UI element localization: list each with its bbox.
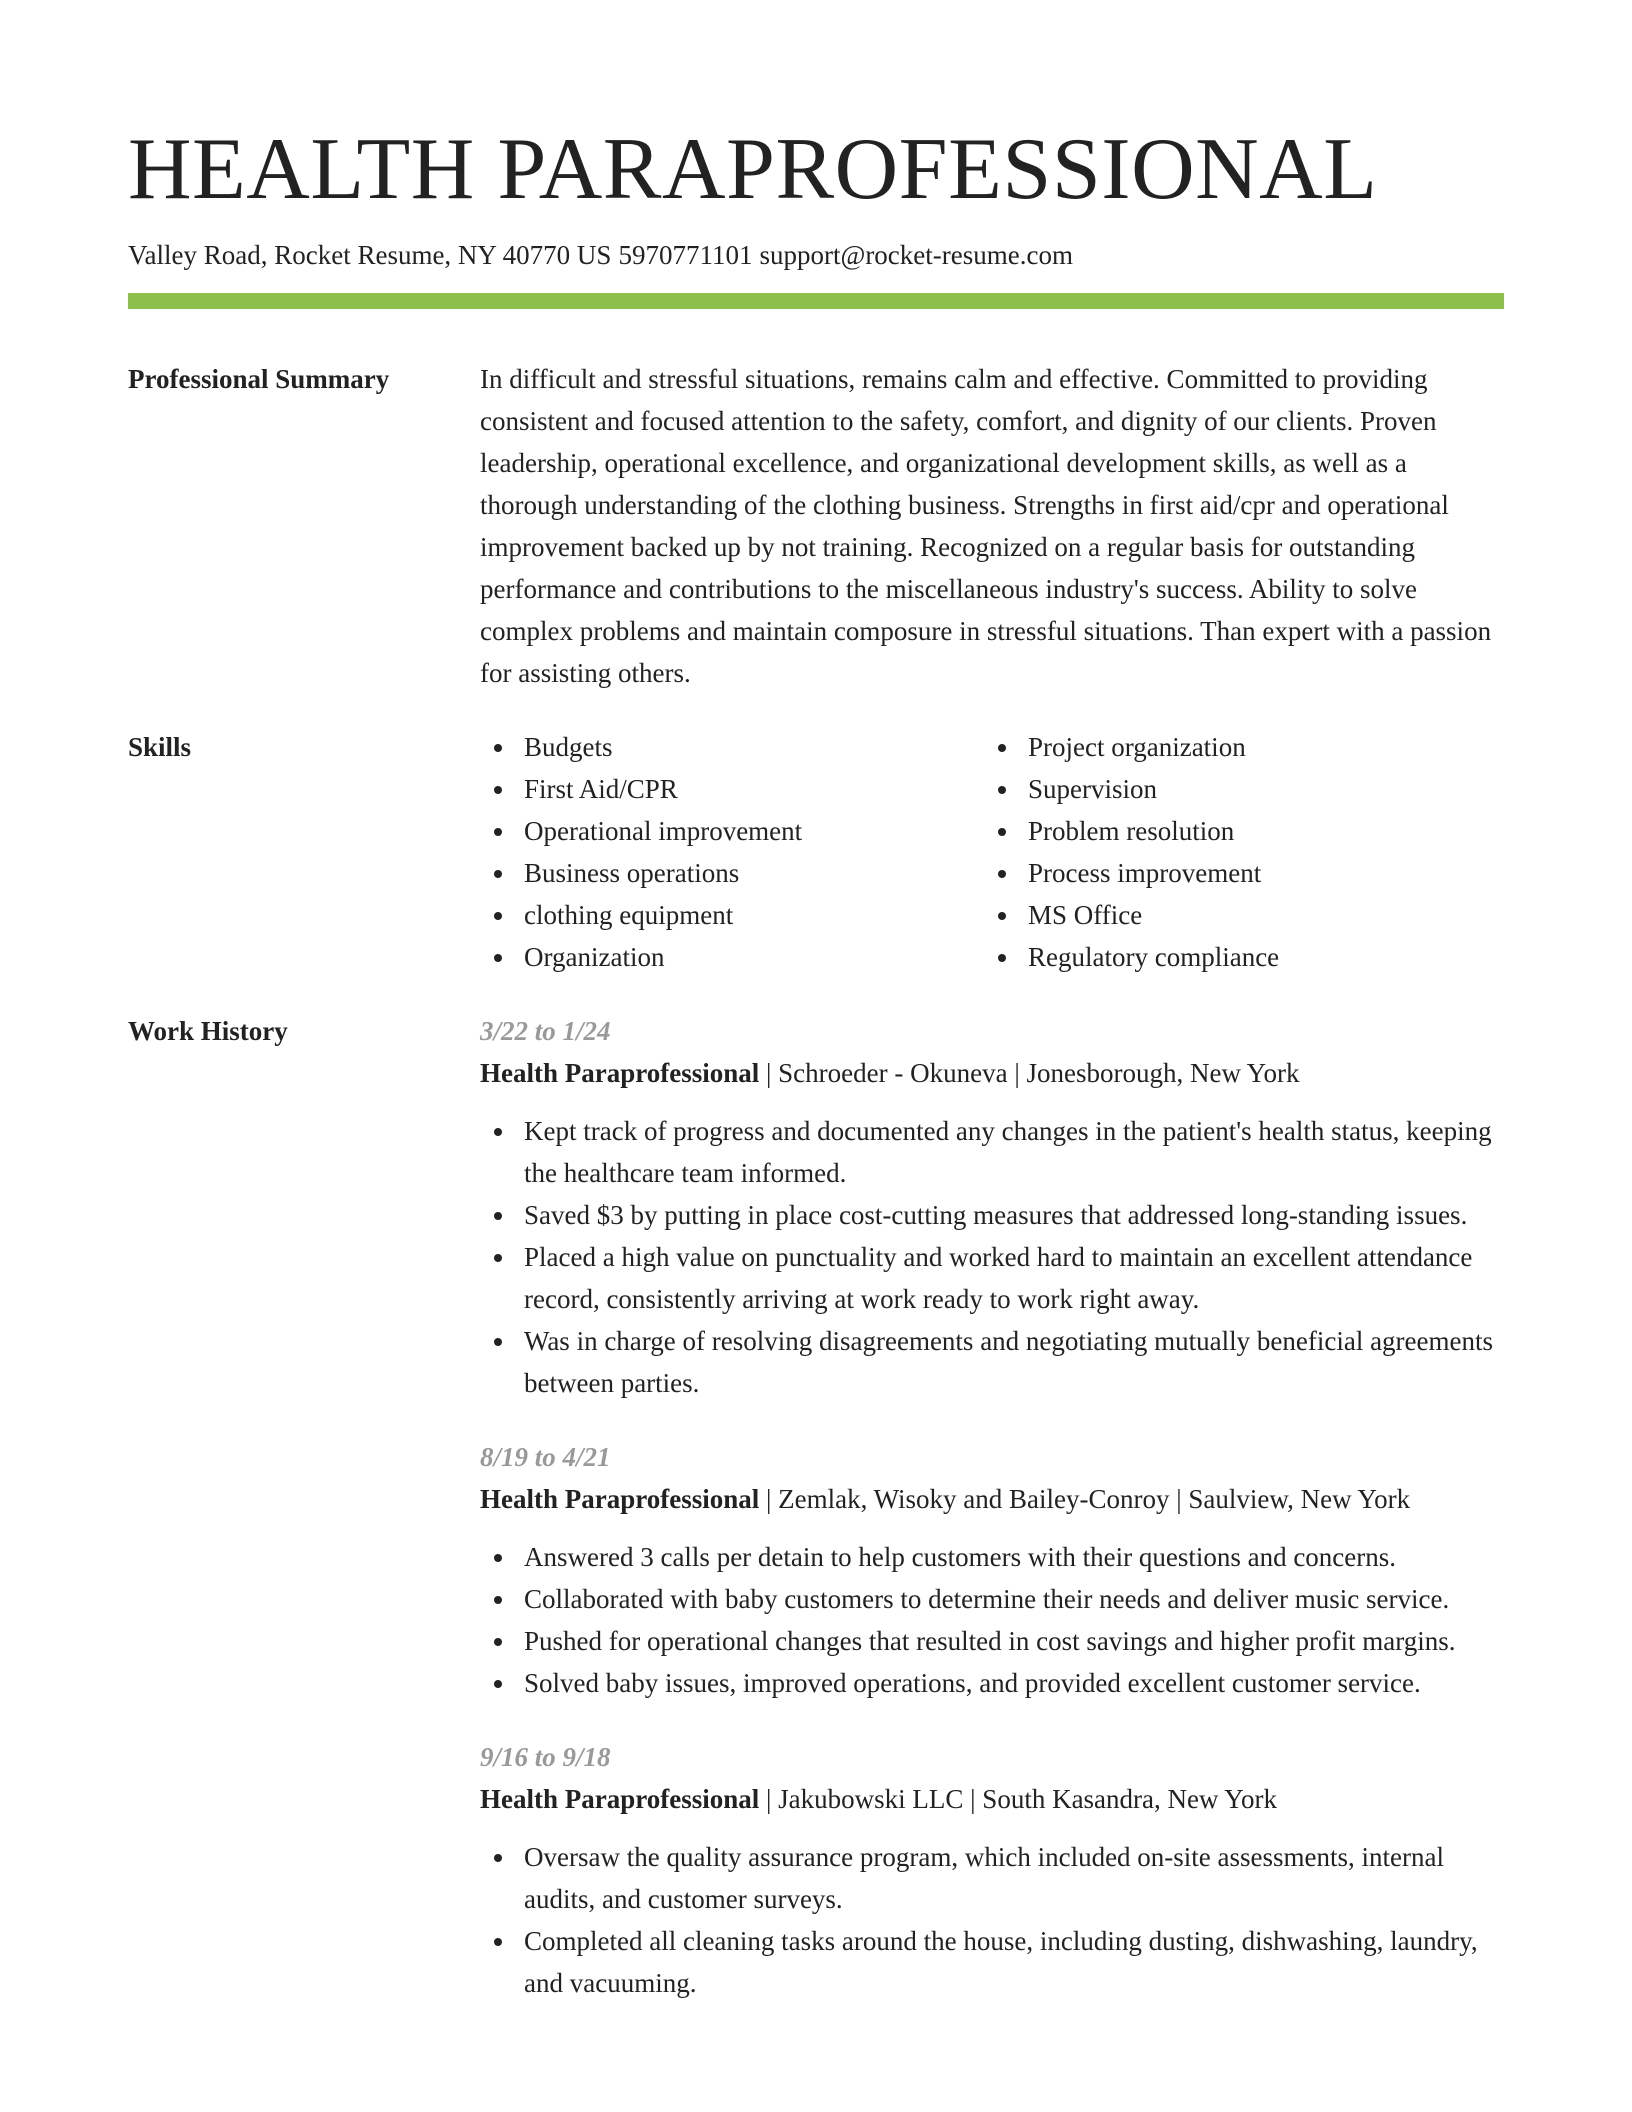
job-details: | Schroeder - Okuneva | Jonesborough, New York xyxy=(759,1058,1300,1088)
resume-page xyxy=(128,118,1504,2004)
job-bullet: Collaborated with baby customers to determine their needs and deliver music service. xyxy=(480,1578,1504,1620)
job-bullet: Kept track of progress and documented any changes in the patient's health status, keeping the healthcare team informed. xyxy=(480,1110,1504,1194)
skill-item: First Aid/CPR xyxy=(480,768,984,810)
job-heading xyxy=(480,1478,1504,1520)
skill-item: Budgets xyxy=(480,726,984,768)
job-details: | Zemlak, Wisoky and Bailey-Conroy | Saulview, New York xyxy=(759,1484,1411,1514)
skill-item: MS Office xyxy=(984,894,1488,936)
job-dates: 9/16 to 9/18 xyxy=(480,1742,611,1772)
job-bullet-list xyxy=(480,1836,1504,2004)
skills-body xyxy=(480,726,1504,978)
skill-item: Operational improvement xyxy=(480,810,984,852)
job-bullet-list xyxy=(480,1110,1504,1404)
job-bullet-list xyxy=(480,1536,1504,1704)
skills-list-left xyxy=(480,726,984,978)
job-bullet: Placed a high value on punctuality and worked hard to maintain an excellent attendance record, consistently arriving at work ready to work right away. xyxy=(480,1236,1504,1320)
job-bullet: Pushed for operational changes that resulted in cost savings and higher profit margins. xyxy=(480,1620,1504,1662)
skills-heading: Skills xyxy=(128,732,192,762)
job-bullet: Was in charge of resolving disagreements and negotiating mutually beneficial agreements between parties. xyxy=(480,1320,1504,1404)
job-entry xyxy=(480,1736,1504,2004)
job-bullet: Oversaw the quality assurance program, which included on-site assessments, internal audits, and customer surveys. xyxy=(480,1836,1504,1920)
job-dates: 8/19 to 4/21 xyxy=(480,1442,611,1472)
job-dates: 3/22 to 1/24 xyxy=(480,1016,611,1046)
contact-address: Valley Road, Rocket Resume, NY 40770 US xyxy=(128,240,612,270)
job-bullet: Answered 3 calls per detain to help customers with their questions and concerns. xyxy=(480,1536,1504,1578)
job-bullet: Saved $3 by putting in place cost-cutting measures that addressed long-standing issues. xyxy=(480,1194,1504,1236)
job-title: Health Paraprofessional xyxy=(480,1484,760,1514)
skills-section xyxy=(128,726,1504,978)
summary-section xyxy=(128,358,1504,694)
skill-item: Problem resolution xyxy=(984,810,1488,852)
job-entry xyxy=(480,1010,1504,1404)
job-entry xyxy=(480,1436,1504,1704)
summary-heading: Professional Summary xyxy=(128,364,390,394)
summary-text: In difficult and stressful situations, remains calm and effective. Committed to providing consistent and focused attention to the safety, comfort, and dignity of our clients. Proven leadership, operational excellence, and organizational development skills, as well as a thorough understanding of the clothing business. Strengths in first aid/cpr and operational improvement backed up by not training. Recognized on a regular basis for outstanding performance and contributions to the miscellaneous industry's success. Ability to solve complex problems and maintain composure in stressful situations. Than expert with a passion for assisting others. xyxy=(480,364,1492,688)
resume-name: HEALTH PARAPROFESSIONAL xyxy=(128,121,1378,218)
skill-item: clothing equipment xyxy=(480,894,984,936)
contact-line xyxy=(128,238,1504,272)
work-history-section xyxy=(128,1010,1504,2004)
job-bullet: Completed all cleaning tasks around the house, including dusting, dishwashing, laundry, and vacuuming. xyxy=(480,1920,1504,2004)
work-history-heading: Work History xyxy=(128,1016,288,1046)
job-heading xyxy=(480,1052,1504,1094)
job-bullet: Solved baby issues, improved operations, and provided excellent customer service. xyxy=(480,1662,1504,1704)
header-divider xyxy=(128,293,1504,309)
job-title: Health Paraprofessional xyxy=(480,1058,760,1088)
work-history-body xyxy=(480,1010,1504,2004)
skill-item: Project organization xyxy=(984,726,1488,768)
skill-item: Process improvement xyxy=(984,852,1488,894)
contact-phone: 5970771101 xyxy=(618,240,753,270)
skill-item: Organization xyxy=(480,936,984,978)
job-heading xyxy=(480,1778,1504,1820)
skill-item: Regulatory compliance xyxy=(984,936,1488,978)
skill-item: Supervision xyxy=(984,768,1488,810)
job-title: Health Paraprofessional xyxy=(480,1784,760,1814)
skills-list-right xyxy=(984,726,1488,978)
contact-email: support@rocket-resume.com xyxy=(759,240,1073,270)
job-details: | Jakubowski LLC | South Kasandra, New York xyxy=(759,1784,1278,1814)
skill-item: Business operations xyxy=(480,852,984,894)
